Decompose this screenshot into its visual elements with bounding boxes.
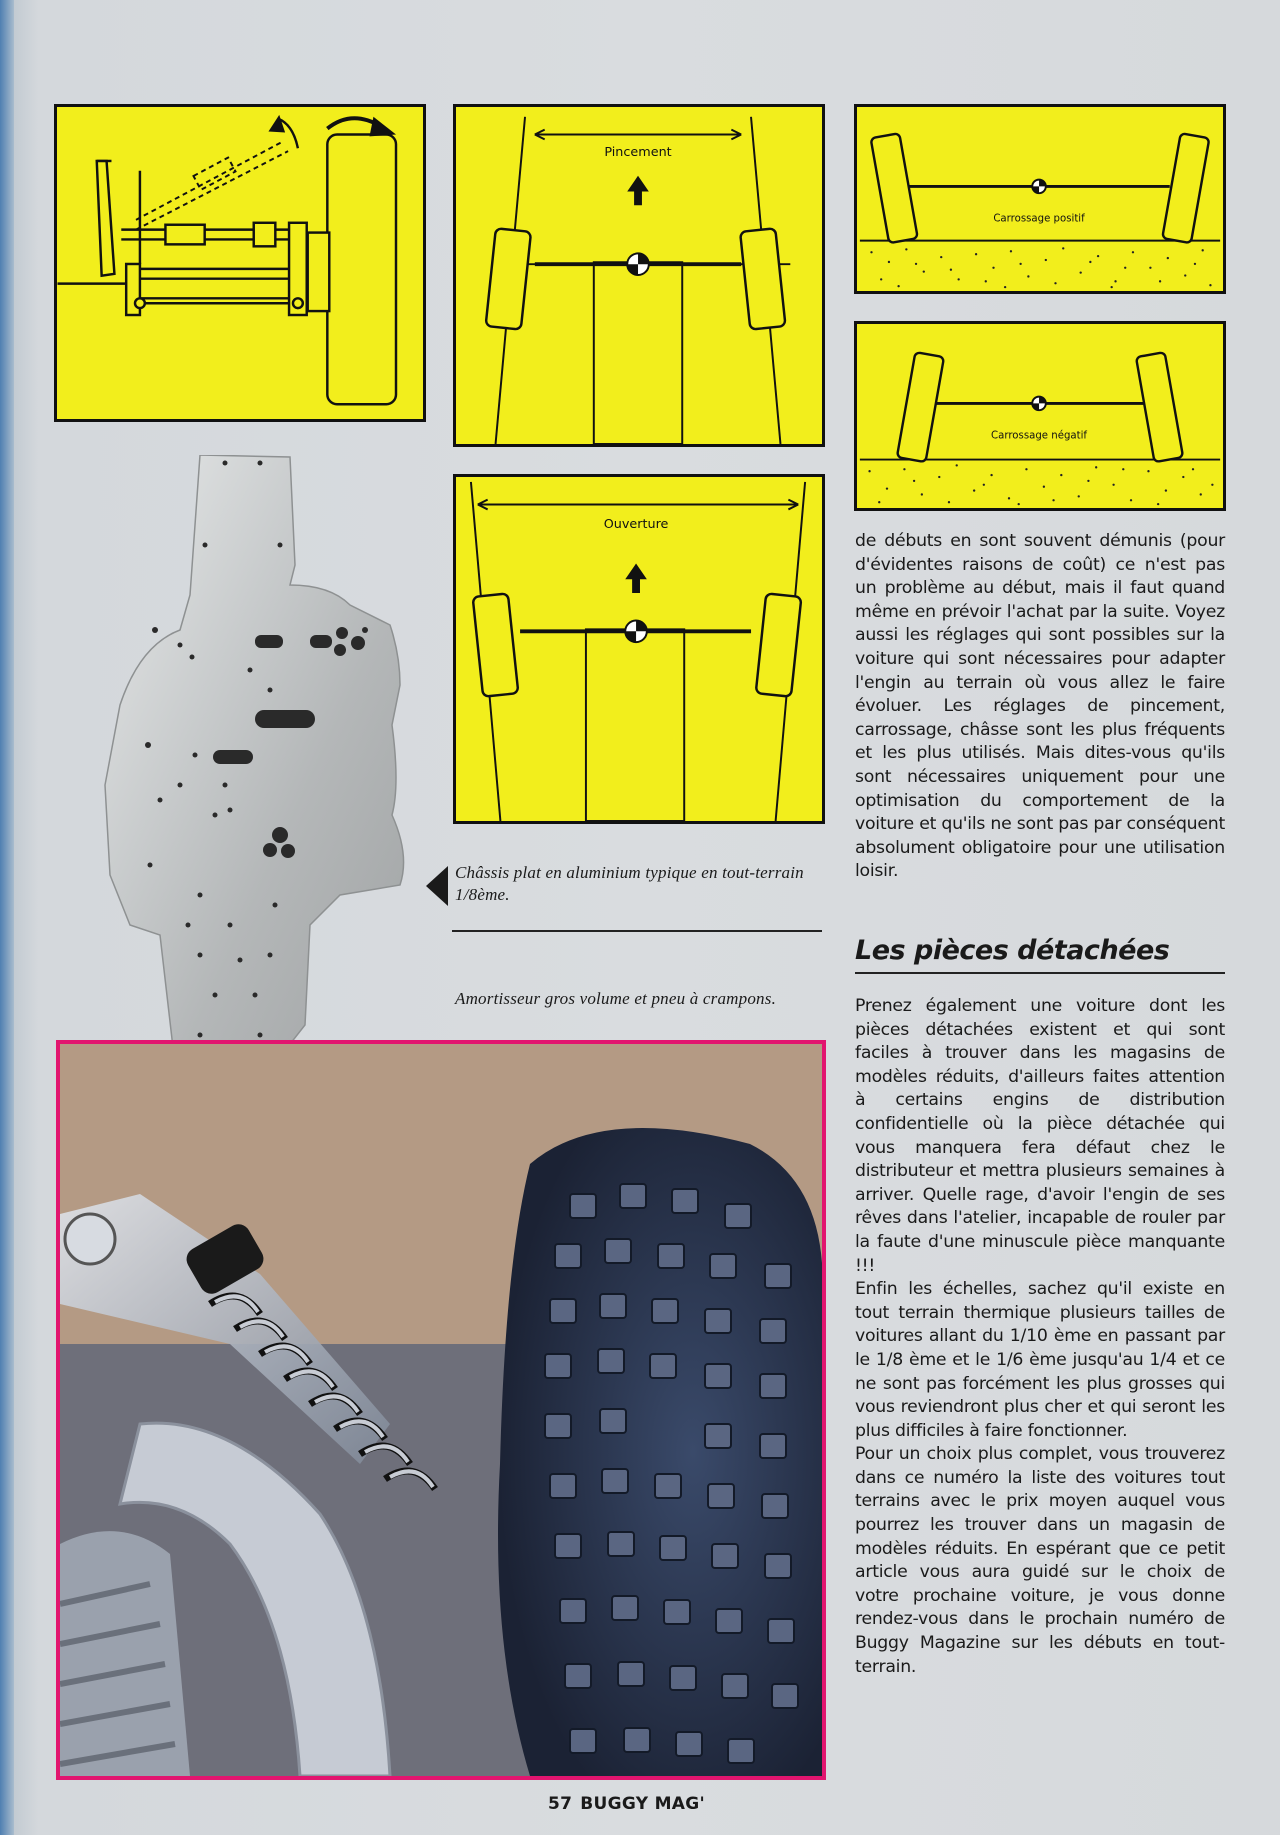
steering-linkage-diagram <box>54 104 426 422</box>
ouverture-label: Ouverture <box>603 517 669 533</box>
pincement-label: Pincement <box>604 145 672 161</box>
section-heading: Les pièces détachées <box>855 935 1170 966</box>
magazine-name: BUGGY MAG' <box>580 1794 706 1814</box>
article-body <box>855 995 1225 1679</box>
carrossage-positif-label: Carrossage positif <box>993 213 1085 225</box>
amortisseur-caption: Amortisseur gros volume et pneu à crampons. <box>455 989 777 1008</box>
caption-pointer-icon <box>426 866 450 906</box>
aluminium-chassis-image <box>100 455 440 1095</box>
paragraph-2: Enfin les échelles, sachez qu'il existe en tout terrain thermique plusieurs tailles de voitures allant du 1/10 ème en passant par le 1/8 ème et le 1/6 ème jusqu'au 1/4 et ce ne sont pas forcément les plus grosses qui vous reviendront plus cher et qui seront les plus difficiles à faire fonctionner. <box>855 1279 1225 1441</box>
carrossage-negatif-label: Carrossage négatif <box>991 430 1088 442</box>
pincement-diagram <box>453 104 825 447</box>
ouverture-diagram <box>453 474 825 824</box>
chassis-caption: Châssis plat en aluminium typique en tout-terrain 1/8ème. <box>455 863 804 904</box>
heading-rule <box>855 972 1225 974</box>
caption-divider <box>452 930 822 932</box>
paragraph-3: Pour un choix plus complet, vous trouverez dans ce numéro la liste des voitures tout terrains avec le prix moyen auquel vous pourrez les trouver dans un magasin de modèles réduits. En espérant que ce petit article vous aura guidé sur le choix de votre prochaine voiture, je vous donne rendez-vous dans le prochain numéro de Buggy Magazine sur les débuts en tout-terrain. <box>855 1444 1225 1677</box>
intro-paragraph: de débuts en sont souvent démunis (pour d'évidentes raisons de coût) ce n'est pas un problème au début, mais il faut quand même en prévoir l'achat par la suite. Voyez aussi les réglages qui sont possibles sur la voiture qui sont nécessaires pour adapter l'engin au terrain où vous allez le faire évoluer. Les réglages de pincement, carrossage, châsse sont les plus fréquents et les plus utilisés. Mais dites-vous qu'ils sont nécessaires uniquement pour une optimisation du comportement de la voiture et qu'ils ne sont pas par conséquent absolument obligatoire pour une utilisation loisir. <box>855 531 1225 882</box>
carrossage-negatif-diagram <box>854 321 1226 511</box>
carrossage-positif-diagram <box>854 104 1226 294</box>
page-number: 57 <box>548 1794 573 1814</box>
paragraph-1: Prenez également une voiture dont les pièces détachées existent et qui sont faciles à trouver dans les magasins de modèles réduits, d'ailleurs faites attention à certains engins de distribution confidentielle où la pièce détachée qui vous manquera fera défaut chez le distributeur et mettra plusieurs semaines à arriver. Quelle rage, d'avoir l'engin de ses rêves dans l'atelier, incapable de rouler par la faute d'une minuscule pièce manquante !!! <box>855 996 1225 1276</box>
page-footer <box>548 1794 713 1814</box>
article-intro <box>855 530 1225 884</box>
shock-tire-photo <box>56 1040 826 1780</box>
page-edge <box>0 0 14 1835</box>
